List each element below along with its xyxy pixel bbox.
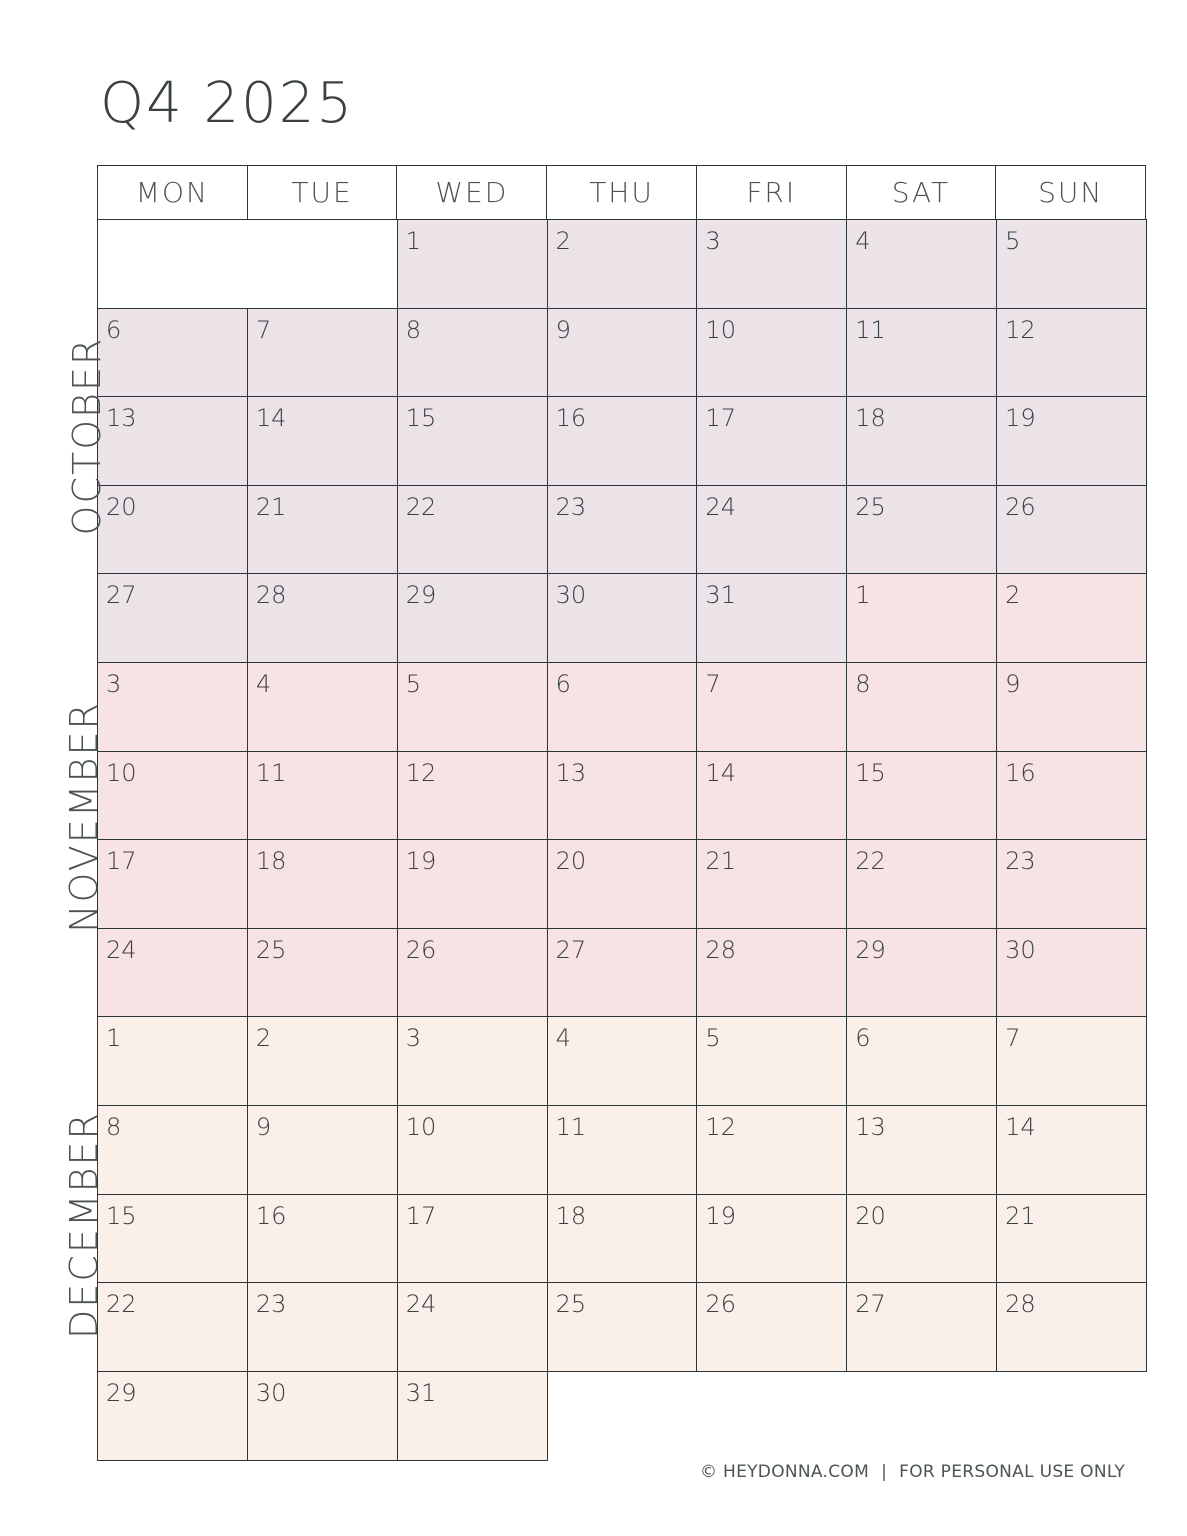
day-cell bbox=[996, 396, 1147, 486]
day-cell bbox=[397, 1105, 548, 1195]
day-cell bbox=[247, 485, 398, 575]
day-number: 19 bbox=[405, 847, 437, 876]
day-number: 6 bbox=[855, 1024, 871, 1053]
day-cell bbox=[696, 928, 847, 1018]
day-number: 15 bbox=[106, 1201, 137, 1230]
day-cell bbox=[696, 396, 847, 486]
day-cell bbox=[547, 219, 698, 309]
day-cell bbox=[696, 573, 847, 663]
day-number: 6 bbox=[555, 670, 571, 698]
day-number: 8 bbox=[855, 670, 871, 698]
day-number: 14 bbox=[1005, 1113, 1036, 1141]
day-number: 7 bbox=[705, 670, 721, 698]
day-number: 5 bbox=[405, 670, 421, 698]
day-cell bbox=[846, 396, 997, 486]
day-number: 29 bbox=[855, 935, 886, 964]
day-number: 15 bbox=[405, 404, 437, 433]
day-cell bbox=[696, 308, 847, 398]
day-number: 13 bbox=[555, 758, 587, 787]
day-number: 7 bbox=[1005, 1024, 1021, 1053]
day-number: 26 bbox=[705, 1290, 736, 1319]
day-cell bbox=[97, 308, 248, 398]
day-cell bbox=[97, 1371, 248, 1461]
day-number: 20 bbox=[855, 1201, 886, 1230]
day-cell bbox=[397, 751, 548, 841]
day-cell bbox=[996, 573, 1147, 663]
month-label-november: NOVEMBER bbox=[62, 701, 106, 933]
footer bbox=[700, 1462, 1125, 1482]
day-cell bbox=[696, 751, 847, 841]
day-number: 5 bbox=[705, 1024, 721, 1053]
day-number: 23 bbox=[1005, 847, 1036, 876]
day-cell bbox=[547, 485, 698, 575]
day-cell bbox=[397, 219, 548, 309]
day-number: 27 bbox=[855, 1290, 886, 1319]
day-cell bbox=[846, 1194, 997, 1284]
day-number: 21 bbox=[1005, 1201, 1036, 1230]
day-cell bbox=[247, 1194, 398, 1284]
day-cell bbox=[696, 839, 847, 929]
day-cell bbox=[696, 662, 847, 752]
day-number: 22 bbox=[855, 847, 886, 876]
day-number: 3 bbox=[106, 670, 122, 698]
day-number: 12 bbox=[1005, 315, 1036, 344]
day-cell bbox=[97, 662, 248, 752]
day-cell bbox=[996, 308, 1147, 398]
page-title: Q4 2025 bbox=[100, 71, 355, 136]
day-cell bbox=[97, 573, 248, 663]
day-number: 3 bbox=[705, 227, 721, 255]
day-cell bbox=[247, 1282, 398, 1372]
day-cell bbox=[846, 751, 997, 841]
day-number: 14 bbox=[255, 404, 287, 433]
day-cell bbox=[846, 1105, 997, 1195]
day-number: 9 bbox=[255, 1113, 272, 1141]
day-number: 3 bbox=[405, 1024, 421, 1053]
day-number: 26 bbox=[1005, 492, 1036, 521]
day-number: 6 bbox=[106, 315, 122, 344]
day-cell bbox=[846, 928, 997, 1018]
day-number: 13 bbox=[855, 1113, 886, 1141]
weekday-sun: SUN bbox=[996, 166, 1146, 220]
day-cell bbox=[397, 573, 548, 663]
day-number: 16 bbox=[255, 1201, 287, 1230]
day-cell bbox=[397, 928, 548, 1018]
day-cell bbox=[547, 662, 698, 752]
day-cell bbox=[846, 839, 997, 929]
day-cell bbox=[397, 1282, 548, 1372]
day-cell bbox=[397, 396, 548, 486]
day-cell bbox=[696, 1282, 847, 1372]
day-number: 19 bbox=[1005, 404, 1036, 433]
day-number: 15 bbox=[855, 758, 886, 787]
day-number: 20 bbox=[106, 492, 137, 521]
day-number: 2 bbox=[255, 1024, 272, 1053]
day-number: 11 bbox=[255, 758, 287, 787]
weekday-tue: TUE bbox=[248, 166, 398, 220]
day-cell bbox=[696, 1016, 847, 1106]
day-cell bbox=[97, 751, 248, 841]
day-number: 8 bbox=[405, 315, 421, 344]
day-cell bbox=[397, 485, 548, 575]
day-cell bbox=[397, 839, 548, 929]
day-cell bbox=[547, 1016, 698, 1106]
day-number: 30 bbox=[1005, 935, 1036, 964]
day-number: 23 bbox=[555, 492, 587, 521]
day-number: 29 bbox=[405, 581, 437, 610]
day-cell bbox=[97, 1282, 248, 1372]
day-cell bbox=[547, 308, 698, 398]
day-number: 17 bbox=[405, 1201, 437, 1230]
day-number: 11 bbox=[555, 1113, 587, 1141]
day-cell bbox=[547, 839, 698, 929]
day-number: 29 bbox=[106, 1378, 137, 1407]
day-number: 14 bbox=[705, 758, 736, 787]
day-number: 1 bbox=[855, 581, 871, 610]
day-number: 31 bbox=[405, 1378, 437, 1407]
day-number: 30 bbox=[255, 1378, 287, 1407]
month-label-october: OCTOBER bbox=[65, 336, 109, 536]
day-number: 28 bbox=[705, 935, 736, 964]
empty-cells bbox=[97, 219, 398, 309]
day-cell bbox=[247, 751, 398, 841]
day-cell bbox=[547, 396, 698, 486]
month-label-december: DECEMBER bbox=[62, 1111, 106, 1339]
day-number: 22 bbox=[405, 492, 437, 521]
day-number: 12 bbox=[705, 1113, 736, 1141]
day-cell bbox=[846, 573, 997, 663]
day-cell bbox=[996, 219, 1147, 309]
day-cell bbox=[397, 1371, 548, 1461]
day-number: 26 bbox=[405, 935, 437, 964]
day-number: 11 bbox=[855, 315, 886, 344]
day-cell bbox=[996, 751, 1147, 841]
day-cell bbox=[97, 928, 248, 1018]
day-number: 16 bbox=[1005, 758, 1036, 787]
day-number: 17 bbox=[705, 404, 736, 433]
day-number: 28 bbox=[255, 581, 287, 610]
day-cell bbox=[247, 662, 398, 752]
day-number: 10 bbox=[705, 315, 736, 344]
day-cell bbox=[547, 1105, 698, 1195]
day-number: 4 bbox=[555, 1024, 571, 1053]
day-cell bbox=[97, 485, 248, 575]
day-cell bbox=[696, 1194, 847, 1284]
day-cell bbox=[97, 1105, 248, 1195]
day-number: 4 bbox=[855, 227, 871, 255]
day-cell bbox=[996, 928, 1147, 1018]
day-cell bbox=[247, 308, 398, 398]
day-number: 2 bbox=[1005, 581, 1021, 610]
day-cell bbox=[996, 1016, 1147, 1106]
day-number: 22 bbox=[106, 1290, 137, 1319]
day-cell bbox=[247, 1105, 398, 1195]
day-number: 18 bbox=[855, 404, 886, 433]
day-number: 2 bbox=[555, 227, 571, 255]
day-cell bbox=[247, 1016, 398, 1106]
day-cell bbox=[846, 308, 997, 398]
day-number: 21 bbox=[255, 492, 287, 521]
weekday-thu: THU bbox=[547, 166, 697, 220]
day-number: 24 bbox=[405, 1290, 437, 1319]
day-number: 9 bbox=[555, 315, 571, 344]
day-number: 10 bbox=[106, 758, 137, 787]
day-cell bbox=[547, 1194, 698, 1284]
day-cell bbox=[97, 396, 248, 486]
day-cell bbox=[397, 1194, 548, 1284]
day-number: 27 bbox=[106, 581, 137, 610]
day-cell bbox=[247, 396, 398, 486]
day-cell bbox=[846, 219, 997, 309]
day-cell bbox=[846, 1016, 997, 1106]
day-cell bbox=[846, 662, 997, 752]
day-cell bbox=[696, 219, 847, 309]
day-number: 24 bbox=[106, 935, 137, 964]
day-number: 1 bbox=[106, 1024, 122, 1053]
weekday-sat: SAT bbox=[847, 166, 997, 220]
day-number: 19 bbox=[705, 1201, 736, 1230]
day-number: 5 bbox=[1005, 227, 1021, 255]
day-number: 31 bbox=[705, 581, 736, 610]
day-number: 25 bbox=[255, 935, 287, 964]
day-number: 7 bbox=[255, 315, 272, 344]
day-number: 18 bbox=[255, 847, 287, 876]
day-number: 12 bbox=[405, 758, 437, 787]
day-cell bbox=[996, 839, 1147, 929]
day-cell bbox=[397, 1016, 548, 1106]
day-number: 1 bbox=[405, 227, 421, 255]
day-cell bbox=[996, 1282, 1147, 1372]
day-number: 13 bbox=[106, 404, 137, 433]
day-cell bbox=[547, 1282, 698, 1372]
weekday-wed: WED bbox=[397, 166, 547, 220]
day-number: 23 bbox=[255, 1290, 287, 1319]
day-cell bbox=[996, 1194, 1147, 1284]
day-cell bbox=[97, 839, 248, 929]
day-cell bbox=[397, 662, 548, 752]
day-cell bbox=[247, 928, 398, 1018]
day-cell bbox=[247, 839, 398, 929]
day-number: 30 bbox=[555, 581, 587, 610]
day-number: 4 bbox=[255, 670, 272, 698]
footer-site: © HEYDONNA.COM bbox=[700, 1462, 870, 1482]
day-cell bbox=[397, 308, 548, 398]
day-cell bbox=[247, 1371, 398, 1461]
day-number: 17 bbox=[106, 847, 137, 876]
day-cell bbox=[547, 573, 698, 663]
weekday-fri: FRI bbox=[697, 166, 847, 220]
day-number: 8 bbox=[106, 1113, 122, 1141]
day-number: 28 bbox=[1005, 1290, 1036, 1319]
footer-separator: | bbox=[881, 1462, 888, 1482]
day-number: 16 bbox=[555, 404, 587, 433]
day-cell bbox=[97, 1016, 248, 1106]
day-cell bbox=[97, 1194, 248, 1284]
footer-notice: FOR PERSONAL USE ONLY bbox=[899, 1462, 1126, 1482]
day-cell bbox=[996, 662, 1147, 752]
day-number: 10 bbox=[405, 1113, 437, 1141]
day-number: 25 bbox=[555, 1290, 587, 1319]
day-number: 20 bbox=[555, 847, 587, 876]
day-number: 25 bbox=[855, 492, 886, 521]
day-cell bbox=[996, 1105, 1147, 1195]
weekday-mon: MON bbox=[98, 166, 248, 220]
day-cell bbox=[696, 1105, 847, 1195]
day-number: 24 bbox=[705, 492, 736, 521]
day-number: 18 bbox=[555, 1201, 587, 1230]
day-number: 9 bbox=[1005, 670, 1021, 698]
day-cell bbox=[846, 1282, 997, 1372]
day-cell bbox=[996, 485, 1147, 575]
weekday-header bbox=[97, 165, 1146, 219]
day-cell bbox=[247, 573, 398, 663]
day-cell bbox=[547, 928, 698, 1018]
day-cell bbox=[547, 751, 698, 841]
day-cell bbox=[696, 485, 847, 575]
day-cell bbox=[846, 485, 997, 575]
day-number: 27 bbox=[555, 935, 587, 964]
day-number: 21 bbox=[705, 847, 736, 876]
